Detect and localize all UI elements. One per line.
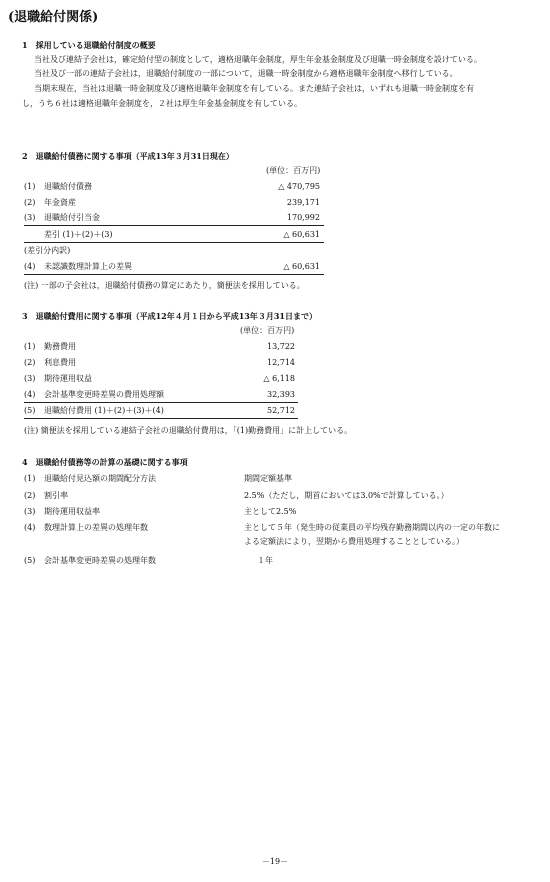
s4-row-5-no: (5) xyxy=(24,556,36,565)
s2-row-3-value: 170,992 xyxy=(286,213,320,222)
s3-total-value: 52,712 xyxy=(267,406,295,415)
s4-row-4-no: (4) xyxy=(24,523,36,532)
s2-row-2-label: 年金資産 xyxy=(44,198,76,207)
s2-rule-top xyxy=(24,225,324,226)
s2-row-1-label: 退職給付債務 xyxy=(44,182,92,191)
s4-row-2-value: 2.5%（ただし，期首においては3.0%で計算している。） xyxy=(244,491,449,500)
s2-note: (注) 一部の子会社は，退職給付債務の算定にあたり，簡便法を採用している。 xyxy=(24,281,305,290)
s3-heading: 3 退職給付費用に関する事項（平成12年４月１日から平成13年３月31日まで） xyxy=(22,311,317,321)
s3-rule-top xyxy=(24,402,298,403)
s1-paragraph-2: 当社及び一部の連結子会社は，退職給付制度の一部について，退職一時金制度から適格退職年金制度へ移行している。 xyxy=(34,69,458,78)
s1-paragraph-1: 当社及び連結子会社は，確定給付型の制度として，適格退職年金制度，厚生年金基金制度及び退職一時金制度を設けている。 xyxy=(34,55,482,64)
s3-rule-bottom xyxy=(24,418,298,419)
s3-row-4-value: 32,393 xyxy=(267,390,295,399)
section-title: (退職給付関係) xyxy=(8,10,99,25)
s4-row-3-no: (3) xyxy=(24,507,36,516)
s4-row-5-value: １年 xyxy=(257,556,273,565)
s3-row-2-value: 12,714 xyxy=(267,358,295,367)
s2-row-2-no: (2) xyxy=(24,198,36,207)
s2-row-1-no: (1) xyxy=(24,182,36,191)
s3-row-1-no: (1) xyxy=(24,342,36,351)
s2-row-4-no: (4) xyxy=(24,262,36,271)
s4-heading: 4 退職給付債務等の計算の基礎に関する事項 xyxy=(22,457,188,467)
s2-rule-bottom xyxy=(24,274,324,275)
s4-row-4-label: 数理計算上の差異の処理年数 xyxy=(44,523,148,532)
s1-paragraph-3a: 当期末現在，当社は退職一時金制度及び適格退職年金制度を有している。また連結子会社は，いずれも退職一時金制度を有 xyxy=(34,84,474,93)
s4-row-4-value-cont: よる定額法により，翌期から費用処理することとしている。） xyxy=(244,537,464,546)
s4-row-3-label: 期待運用収益率 xyxy=(44,507,100,516)
s3-row-3-no: (3) xyxy=(24,374,36,383)
s4-row-1-label: 退職給付見込額の期間配分方法 xyxy=(44,474,156,483)
s2-heading: 2 退職給付債務に関する事項（平成13年３月31日現在） xyxy=(22,151,234,161)
s3-note: (注) 簡便法を採用している連結子会社の退職給付費用は，「(1)勤務費用」に計上している。 xyxy=(24,426,353,435)
s3-row-3-label: 期待運用収益 xyxy=(44,374,92,383)
s2-row-2-value: 239,171 xyxy=(286,198,320,207)
s3-total-label: 退職給付費用 (1)＋(2)＋(3)＋(4) xyxy=(44,406,164,415)
s3-total-no: (5) xyxy=(24,406,36,415)
s4-row-1-value: 期間定額基準 xyxy=(244,474,292,483)
s3-row-1-label: 勤務費用 xyxy=(44,342,76,351)
s2-row-4-value: △ 60,631 xyxy=(283,262,320,271)
s3-unit: (単位：百万円) xyxy=(240,326,295,335)
s3-row-2-no: (2) xyxy=(24,358,36,367)
s2-row-3-label: 退職給付引当金 xyxy=(44,213,100,222)
s2-row-4-label: 未認識数理計算上の差異 xyxy=(44,262,132,271)
s3-row-3-value: △ 6,118 xyxy=(263,374,295,383)
s2-breakdown: (差引分内訳) xyxy=(24,246,71,255)
s2-diff-label: 差引 (1)＋(2)＋(3) xyxy=(44,230,113,239)
s4-row-5-label: 会計基準変更時差異の処理年数 xyxy=(44,556,156,565)
s2-rule-mid xyxy=(24,242,324,243)
s2-diff-value: △ 60,631 xyxy=(283,230,320,239)
s2-row-3-no: (3) xyxy=(24,213,36,222)
s2-unit: (単位：百万円) xyxy=(266,166,321,175)
s4-row-2-no: (2) xyxy=(24,491,36,500)
s4-row-2-label: 割引率 xyxy=(44,491,68,500)
s4-row-4-value: 主として５年（発生時の従業員の平均残存勤務期間以内の一定の年数に xyxy=(244,523,500,532)
s1-paragraph-3b: し，うち６社は適格退職年金制度を，２社は厚生年金基金制度を有している。 xyxy=(22,99,302,108)
s3-row-1-value: 13,722 xyxy=(267,342,295,351)
s4-row-1-no: (1) xyxy=(24,474,36,483)
page-number: －19－ xyxy=(261,857,289,866)
s4-row-3-value: 主として2.5% xyxy=(244,507,297,516)
s1-heading: 1 採用している退職給付制度の概要 xyxy=(22,40,156,50)
s2-row-1-value: △ 470,795 xyxy=(278,182,320,191)
s3-row-4-label: 会計基準変更時差異の費用処理額 xyxy=(44,390,164,399)
s3-row-2-label: 利息費用 xyxy=(44,358,76,367)
s3-row-4-no: (4) xyxy=(24,390,36,399)
